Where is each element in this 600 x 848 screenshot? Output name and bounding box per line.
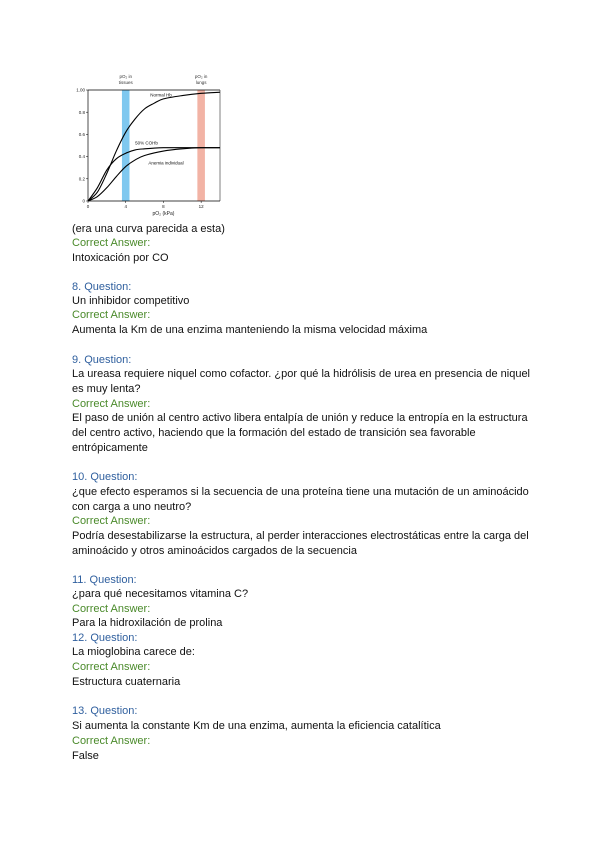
question-number: 10. Question: [72,471,138,483]
question-text: La mioglobina carece de: [72,646,195,658]
x-tick-label: 4 [124,204,127,209]
x-tick-label: 8 [162,204,165,209]
band-label: pO₂ in [194,74,208,79]
y-tick-label: 1.00 [76,87,85,93]
question-number: 11. Question: [72,574,137,586]
y-tick-label: 0.2 [78,176,85,182]
y-tick-label: 0.8 [78,109,85,115]
correct-answer-label: Correct Answer: [72,309,151,321]
question-number: 12. Question: [72,632,138,644]
band-label: lungs [195,80,207,85]
correct-answer-label: Correct Answer: [72,237,151,249]
y-tick-label: 0.6 [78,132,85,137]
y-tick-label: 0.4 [78,154,85,160]
answer-text: Podría desestabilizarse la estructura, al perder interacciones electrostáticas entre la carga del aminoácido y otros aminoácidos cargados de la secuencia [72,530,529,557]
band-label: pO₂ in [119,74,132,79]
question-number: 8. Question: [72,281,132,293]
correct-answer-label: Correct Answer: [72,735,151,747]
x-axis-label: pO₂ (kPa) [152,211,175,217]
question-number: 13. Question: [72,705,138,717]
band-label: tissues [118,80,133,85]
series-label: 50% COHb [135,140,158,146]
series-label: Normal Hb [150,92,172,98]
correct-answer-label: Correct Answer: [72,661,151,673]
band-tissues [122,90,130,201]
answer-text: Para la hidroxilación de prolina [72,617,223,629]
band-lungs [197,90,205,201]
figure-caption: (era una curva parecida a esta) [72,223,225,235]
x-tick-label: 12 [198,204,204,209]
correct-answer-label: Correct Answer: [72,603,151,615]
question-text: ¿que efecto esperamos si la secuencia de una proteína tiene una mutación de un aminoácido con carga a uno neutro? [72,486,529,513]
correct-answer-label: Correct Answer: [72,515,151,527]
x-tick-label: 0 [86,204,90,209]
question-text: Un inhibidor competitivo [72,295,190,307]
question-text: ¿para qué necesitamos vitamina C? [72,588,249,600]
question-number: 9. Question: [72,354,132,366]
answer-text: Intoxicación por CO [72,252,169,264]
oxygen-dissociation-chart [68,70,228,220]
answer-text: El paso de unión al centro activo libera entalpía de unión y reduce la entropía en la estructura del centro activo, haciendo que la formación del estado de transición sea favorable entrópicamente [72,412,528,454]
y-tick-label: 0 [82,198,85,204]
answer-text: False [72,750,99,762]
series-label: Anemia individual [148,160,184,166]
question-text: La ureasa requiere niquel como cofactor. ¿por qué la hidrólisis de urea en presencia de niquel es muy lenta? [72,368,531,395]
answer-text: Aumenta la Km de una enzima manteniendo la misma velocidad máxima [72,324,428,336]
answer-text: Estructura cuaternaria [72,676,181,688]
question-text: Si aumenta la constante Km de una enzima, aumenta la eficiencia catalítica [72,720,441,732]
correct-answer-label: Correct Answer: [72,398,151,410]
